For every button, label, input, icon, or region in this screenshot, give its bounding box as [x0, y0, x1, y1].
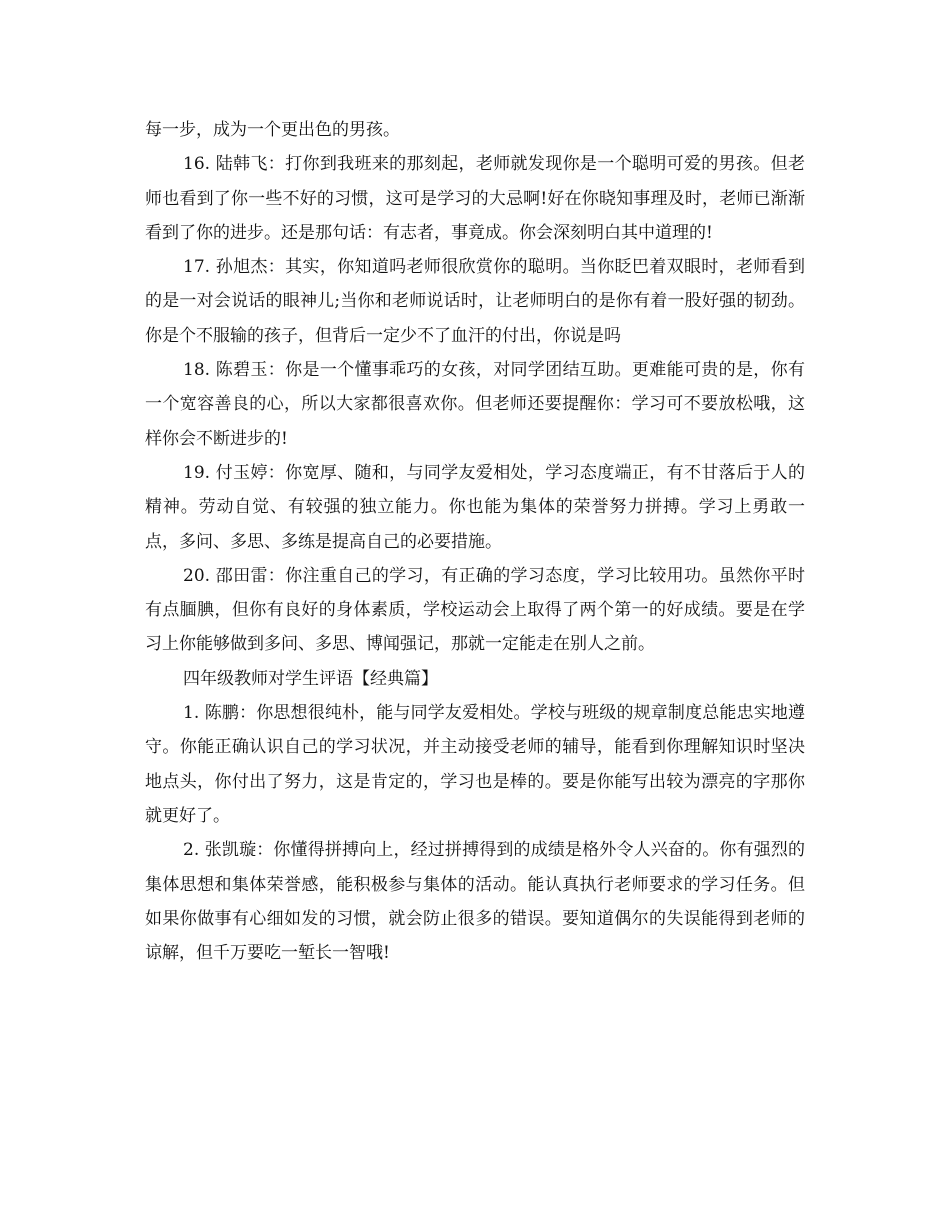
paragraph-comment-19: 19. 付玉婷：你宽厚、随和，与同学友爱相处，学习态度端正，有不甘落后于人的精神。劳动自觉、有较强的独立能力。你也能为集体的荣誉努力拼搏。学习上勇敢一点，多问、多思、多练是提高自己的必要措施。: [145, 462, 805, 552]
paragraph-comment-18: 18. 陈碧玉：你是一个懂事乖巧的女孩，对同学团结互助。更难能可贵的是，你有一个宽容善良的心，所以大家都很喜欢你。但老师还要提醒你：学习可不要放松哦，这样你会不断进步的!: [145, 360, 805, 449]
paragraph-comment-16: 16. 陆韩飞：打你到我班来的那刻起，老师就发现你是一个聪明可爱的男孩。但老师也看到了你一些不好的习惯，这可是学习的大忌啊!好在你晓知事理及时，老师已渐渐看到了你的进步。还是那句话：有志者，事竟成。你会深刻明白其中道理的!: [145, 154, 805, 243]
paragraph-classic-2: 2. 张凯璇：你懂得拼搏向上，经过拼搏得到的成绩是格外令人兴奋的。你有强烈的集体思想和集体荣誉感，能积极参与集体的活动。能认真执行老师要求的学习任务。但如果你做事有心细如发的习惯，就会防止很多的错误。要知道偶尔的失误能得到老师的谅解，但千万要吃一堑长一智哦!: [145, 840, 805, 964]
paragraph-classic-1: 1. 陈鹏：你思想很纯朴，能与同学友爱相处。学校与班级的规章制度总能忠实地遵守。你能正确认识自己的学习状况，并主动接受老师的辅导，能看到你理解知识时坚决地点头，你付出了努力，这是肯定的，学习也是棒的。要是你能写出较为漂亮的字那你就更好了。: [145, 703, 805, 826]
paragraph-comment-17: 17. 孙旭杰：其实，你知道吗老师很欣赏你的聪明。当你眨巴着双眼时，老师看到的是一对会说话的眼神儿;当你和老师说话时，让老师明白的是你有着一股好强的韧劲。你是个不服输的孩子，但背后一定少不了血汗的付出，你说是吗: [145, 257, 805, 346]
section-heading: 四年级教师对学生评语【经典篇】: [183, 668, 438, 689]
paragraph-comment-20: 20. 邵田雷：你注重自己的学习，有正确的学习态度，学习比较用功。虽然你平时有点腼腆，但你有良好的身体素质，学校运动会上取得了两个第一的好成绩。要是在学习上你能够做到多问、多思、博闻强记，那就一定能走在别人之前。: [145, 565, 805, 655]
paragraph-continuation: 每一步，成为一个更出色的男孩。: [145, 120, 400, 140]
document-page: [145, 113, 805, 970]
